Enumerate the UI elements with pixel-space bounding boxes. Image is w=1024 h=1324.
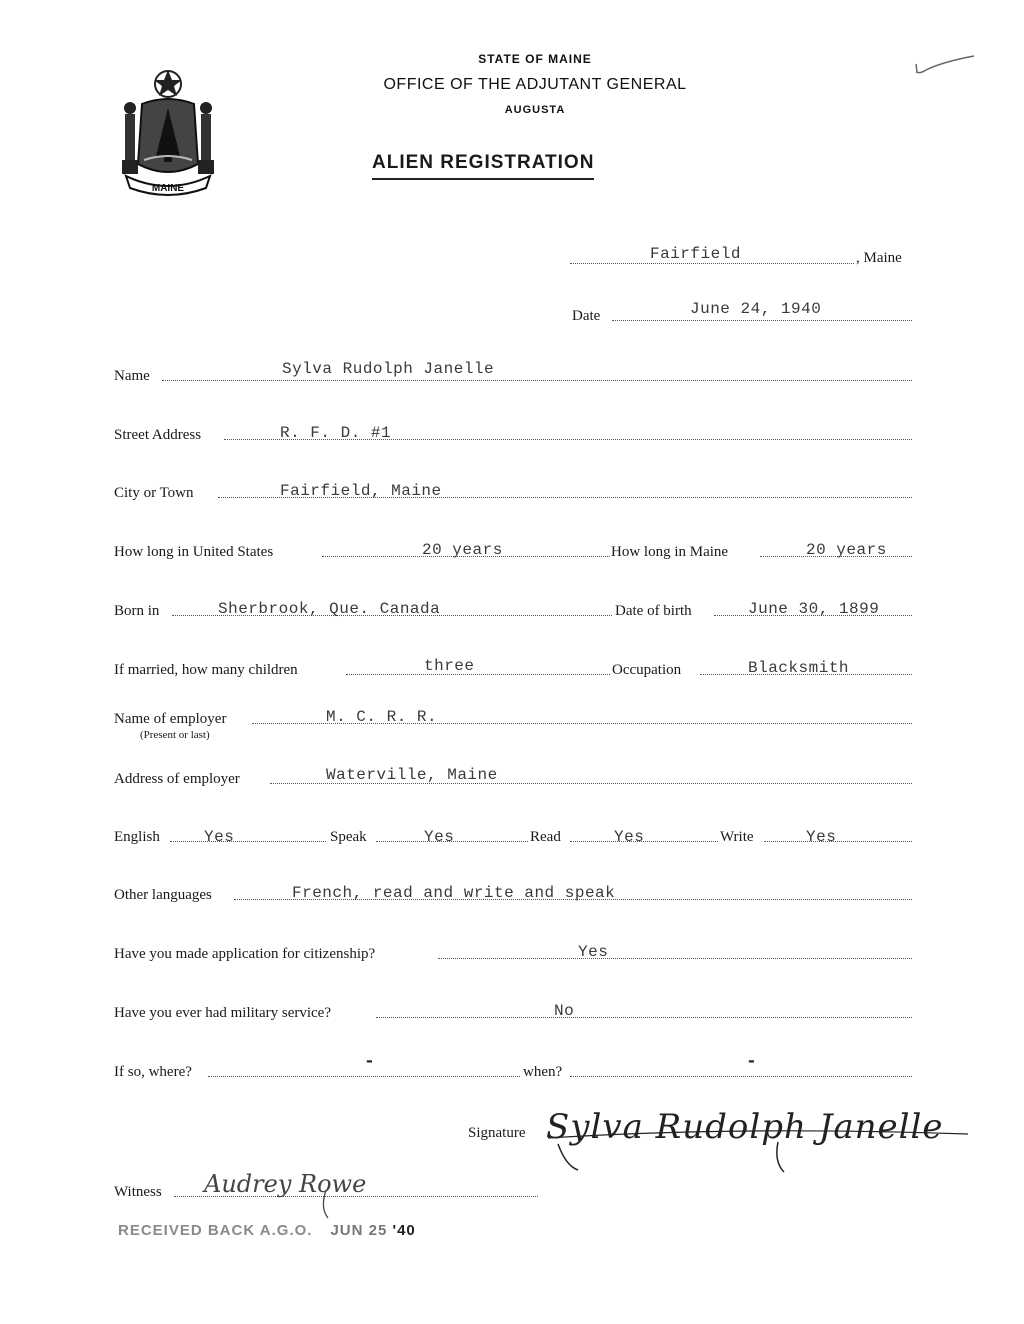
name-value: Sylva Rudolph Janelle [282,360,495,378]
read-value: Yes [614,828,645,846]
english-value: Yes [204,828,235,846]
applicant-signature [538,1086,970,1176]
english-label: English [114,829,160,845]
applicant-signature-text: Sylva Rudolph Janelle [546,1107,944,1147]
signature-label: Signature [468,1125,526,1141]
date-line [612,320,912,321]
where-line [208,1076,520,1077]
header-city: AUGUSTA [504,104,566,116]
speak-value: Yes [424,828,455,846]
employer-value: M. C. R. R. [326,708,438,726]
dob-value: June 30, 1899 [748,600,880,618]
maine-label: How long in Maine [611,544,729,560]
witness-label: Witness [114,1184,162,1200]
name-label: Name [114,368,150,384]
us-label: How long in United States [114,544,274,560]
employer-addr-value: Waterville, Maine [326,766,498,784]
employer-sublabel: (Present or last) [140,729,210,741]
street-value: R. F. D. #1 [280,424,392,442]
occupation-value: Blacksmith [748,659,850,677]
employer-addr-label: Address of employer [114,771,240,787]
received-stamp [118,1222,416,1239]
english-line [170,841,326,842]
citizenship-value: Yes [578,943,609,961]
when-line [570,1076,912,1077]
when-value: - [746,1052,757,1072]
town-line [570,263,854,264]
children-line [346,674,610,675]
date-value: June 24, 1940 [690,300,822,318]
write-line [764,841,912,842]
citizenship-line [438,958,912,959]
write-value: Yes [806,828,837,846]
street-label: Street Address [114,427,202,443]
witness-signature [200,1160,436,1220]
when-label: when? [523,1064,563,1080]
seal-text: MAINE [151,183,185,194]
other-lang-value: French, read and write and speak [292,884,616,902]
military-value: No [554,1002,575,1020]
citizenship-label: Have you made application for citizenship? [114,946,376,962]
children-label: If married, how many children [114,662,298,678]
check-mark-icon [912,50,982,80]
header-office: OFFICE OF THE ADJUTANT GENERAL [383,76,687,93]
stamp-year: '40 [392,1222,416,1239]
dob-label: Date of birth [615,603,692,619]
military-label: Have you ever had military service? [114,1005,331,1021]
city-label: City or Town [114,485,194,501]
employer-label: Name of employer [114,711,227,727]
other-lang-label: Other languages [114,887,212,903]
born-label: Born in [114,603,160,619]
stamp-text: RECEIVED BACK A.G.O. [118,1222,313,1239]
where-label: If so, where? [114,1064,192,1080]
city-value: Fairfield, Maine [280,482,442,500]
children-value: three [424,657,475,675]
stamp-date: JUN 25 [330,1222,388,1239]
town-value: Fairfield [650,245,741,263]
form-title: ALIEN REGISTRATION [372,152,594,180]
born-value: Sherbrook, Que. Canada [218,600,441,618]
date-label: Date [572,308,601,324]
us-value: 20 years [422,541,503,559]
state-suffix: , Maine [856,250,902,266]
read-label: Read [530,829,561,845]
state-seal-icon [112,64,224,200]
where-value: - [364,1052,375,1072]
military-line [376,1017,912,1018]
occupation-label: Occupation [612,662,682,678]
maine-value: 20 years [806,541,887,559]
name-line [162,380,912,381]
header-state: STATE OF MAINE [478,52,592,66]
witness-signature-text: Audrey Rowe [204,1170,367,1198]
speak-label: Speak [330,829,367,845]
write-label: Write [720,829,754,845]
